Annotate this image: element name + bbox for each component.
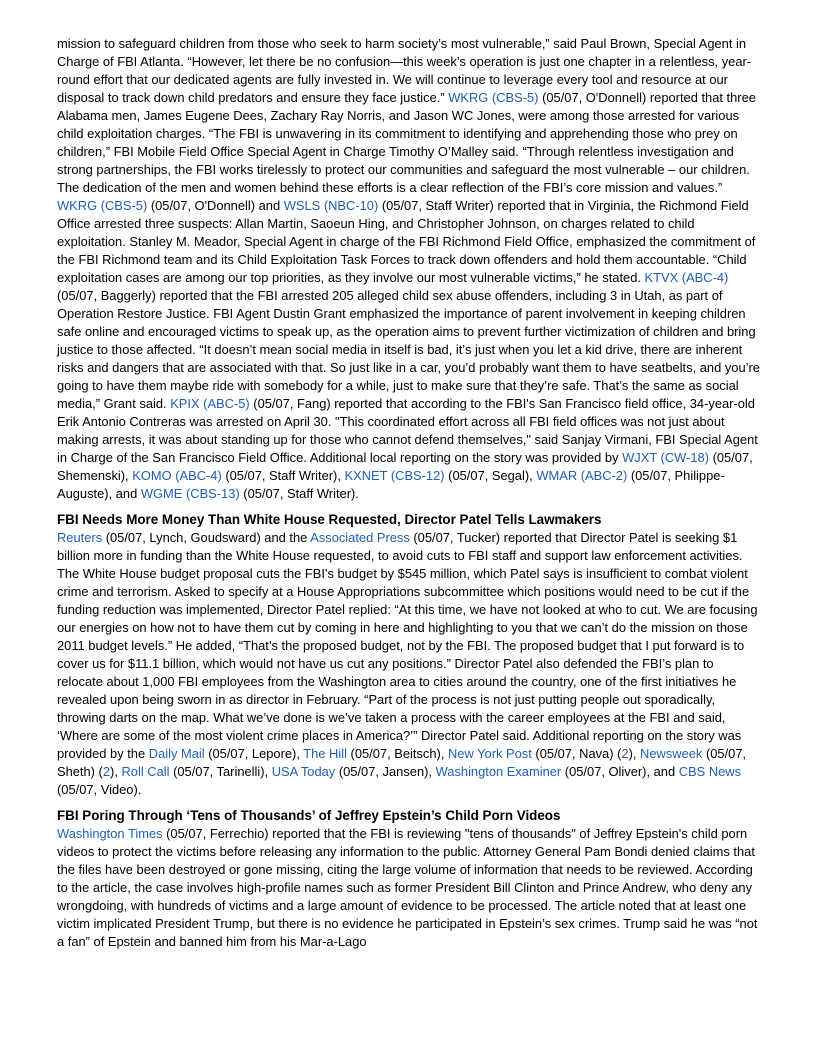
article-epstein xyxy=(57,807,763,951)
body-text: ), xyxy=(110,764,122,779)
body-text: (05/07, Jansen), xyxy=(335,764,436,779)
body-text: (05/07, Segal), xyxy=(444,468,537,483)
source-link[interactable]: Washington Examiner xyxy=(435,764,562,779)
source-link[interactable]: WKRG (CBS-5) xyxy=(448,90,539,105)
document-page xyxy=(57,35,763,951)
source-link[interactable]: KPIX (ABC-5) xyxy=(170,396,250,411)
article-budget xyxy=(57,511,763,799)
body-text: (05/07, Oliver), and xyxy=(561,764,679,779)
body-text: ), xyxy=(628,746,641,761)
source-link[interactable]: Associated Press xyxy=(310,530,410,545)
source-link[interactable]: Newsweek xyxy=(640,746,703,761)
source-link[interactable]: 2 xyxy=(621,746,629,761)
body-text: (05/07, Lepore), xyxy=(204,746,304,761)
body-text: (05/07, Tucker) reported that Director Patel is seeking $1 billion more in funding than the White House requested, to avoid cuts to FBI staff and support law enforcement activities. The White House budget proposal cuts the FBI's budget by $545 million, which Patel says is insufficient to combat violent crime and terrorism. Asked to specify at a House Appropriations subcommittee which positions would need to be cut if the funding reduction was implemented, Director Patel replied: “At this time, we have not looked at who to cut. We are focusing our energies on how not to have them cut by coming in here and highlighting to you that we can’t do the mission on those 2011 budget levels.” He added, “That’s the proposed budget, not by the FBI. The proposed budget that I put forward is to cover us for $11.1 billion, which would not have us cut any positions.” Director Patel also defended the FBI’s plan to relocate about 1,000 FBI employees from the Washington area to cities around the country, one of the first initiatives he revealed upon being sworn in as director in February. “Part of the process is not just putting people out sporadically, throwing darts on the map. What we’ve done is we’ve taken a process with the career employees at the FBI and said, ‘Where are some of the most violent crime places in America?’” Director Patel said. Additional reporting on the story was provided by the xyxy=(57,530,758,761)
source-link[interactable]: KOMO (ABC-4) xyxy=(132,468,222,483)
article-body xyxy=(57,529,763,799)
article-headline: FBI Needs More Money Than White House Requested, Director Patel Tells Lawmakers xyxy=(57,512,602,527)
body-text: (05/07, Staff Writer) reported that in Virginia, the Richmond Field Office arrested three suspects: Allan Martin, Saoeun Hing, and Christopher Johnson, on charges related to child exploitation. Stanley M. Meador, Special Agent in charge of the FBI Richmond Field Office, emphasized the commitment of the FBI Richmond team and its Child Exploitation Task Forces to track down offenders and hold them accountable. “Child exploitation cases are among our top priorities, as they involve our most vulnerable victims,” he stated. xyxy=(57,198,756,285)
body-text: (05/07, Sheth) ( xyxy=(57,746,747,779)
body-text: (05/07, Ferrechio) reported that the FBI is reviewing "tens of thousands" of Jeffrey Epstein's child porn videos to protect the victims before releasing any information to the public. Attorney General Pam Bondi denied claims that the files have been destroyed or gone missing, citing the large volume of information that needs to be reviewed. According to the article, the case involves high-profile names such as former President Bill Clinton and Prince Andrew, who deny any wrongdoing, with hundreds of victims and a large amount of evidence to be processed. The article noted that at least one victim implicated President Trump, but there is no evidence he participated in Epstein’s sex crimes. Trump said he was “not a fan” of Epstein and banned him from his Mar-a-Lago xyxy=(57,826,758,949)
source-link[interactable]: CBS News xyxy=(678,764,742,779)
source-link[interactable]: WGME (CBS-13) xyxy=(140,486,240,501)
body-text: mission to safeguard children from those who seek to harm society’s most vulnerable,” said Paul Brown, Special Agent in Charge of FBI Atlanta. “However, let there be no confusion—this week’s operation is just one chapter in a relentless, year-round effort that our dedicated agents are fully invested in. We will continue to leverage every tool and resource at our disposal to track down child predators and ensure they face justice.” xyxy=(57,36,752,105)
body-text: (05/07, Staff Writer), xyxy=(221,468,345,483)
source-link[interactable]: WSLS (NBC-10) xyxy=(283,198,379,213)
source-link[interactable]: Washington Times xyxy=(57,826,163,841)
body-text: (05/07, Tarinelli), xyxy=(169,764,272,779)
source-link[interactable]: New York Post xyxy=(448,746,532,761)
source-link[interactable]: USA Today xyxy=(271,764,336,779)
source-link[interactable]: WKRG (CBS-5) xyxy=(57,198,148,213)
source-link[interactable]: Daily Mail xyxy=(148,746,205,761)
source-link[interactable]: 2 xyxy=(102,764,111,779)
source-link[interactable]: KXNET (CBS-12) xyxy=(344,468,445,483)
body-text: (05/07, Philippe-Auguste), and xyxy=(57,468,725,501)
body-text: (05/07, O'Donnell) and xyxy=(147,198,284,213)
source-link[interactable]: Reuters xyxy=(57,530,103,545)
body-text: (05/07, Nava) ( xyxy=(531,746,622,761)
body-text: (05/07, Video). xyxy=(57,782,142,797)
body-text: (05/07, Staff Writer). xyxy=(239,486,359,501)
body-text: (05/07, Baggerly) reported that the FBI arrested 205 alleged child sex abuse offenders, including 3 in Utah, as part of Operation Restore Justice. FBI Agent Dustin Grant emphasized the importance of parent involvement in keeping children safe online and encouraged victims to speak up, as the operation aims to prevent further victimization of children and bring justice to those affected. “It doesn’t mean social media in itself is bad, it’s just when you let a kid drive, there are inherent risks and dangers that are associated with that. So just like in a car, you’d probably want them to have seatbelts, and you’re going to have them maybe ride with somebody for a while, just to make sure that they’re safe. That’s the same as social media,” Grant said. xyxy=(57,288,760,411)
source-link[interactable]: WMAR (ABC-2) xyxy=(536,468,628,483)
body-text: (05/07, Lynch, Goudsward) and the xyxy=(102,530,311,545)
source-link[interactable]: KTVX (ABC-4) xyxy=(644,270,729,285)
article-body xyxy=(57,825,763,951)
source-link[interactable]: Roll Call xyxy=(121,764,170,779)
article-headline: FBI Poring Through ‘Tens of Thousands’ of Jeffrey Epstein’s Child Porn Videos xyxy=(57,808,561,823)
body-text: (05/07, Fang) reported that according to the FBI's San Francisco field office, 34-year-old Erik Antonio Contreras was arrested on April 30. "This coordinated effort across all FBI field offices was not just about making arrests, it was about standing up for those who cannot defend themselves," said Sanjay Virmani, FBI Special Agent in Charge of the San Francisco Field Office. Additional local reporting on the story was provided by xyxy=(57,396,758,465)
intro-paragraph xyxy=(57,35,763,503)
source-link[interactable]: WJXT (CW-18) xyxy=(622,450,710,465)
source-link[interactable]: The Hill xyxy=(303,746,347,761)
body-text: (05/07, O'Donnell) reported that three Alabama men, James Eugene Dees, Zachary Ray Norris, and Jason WC Jones, were among those arrested for various child exploitation charges. “The FBI is unwavering in its commitment to identifying and apprehending those who prey on children,” FBI Mobile Field Office Special Agent in Charge Timothy O’Malley said. “Through relentless investigation and strong partnerships, the FBI works tirelessly to protect our communities and safeguard the most vulnerable – our children. The dedication of the men and women behind these efforts is a clear reflection of the FBI’s core mission and values.” xyxy=(57,90,756,195)
body-text: (05/07, Beitsch), xyxy=(346,746,448,761)
body-text: (05/07, Shemenski), xyxy=(57,450,753,483)
